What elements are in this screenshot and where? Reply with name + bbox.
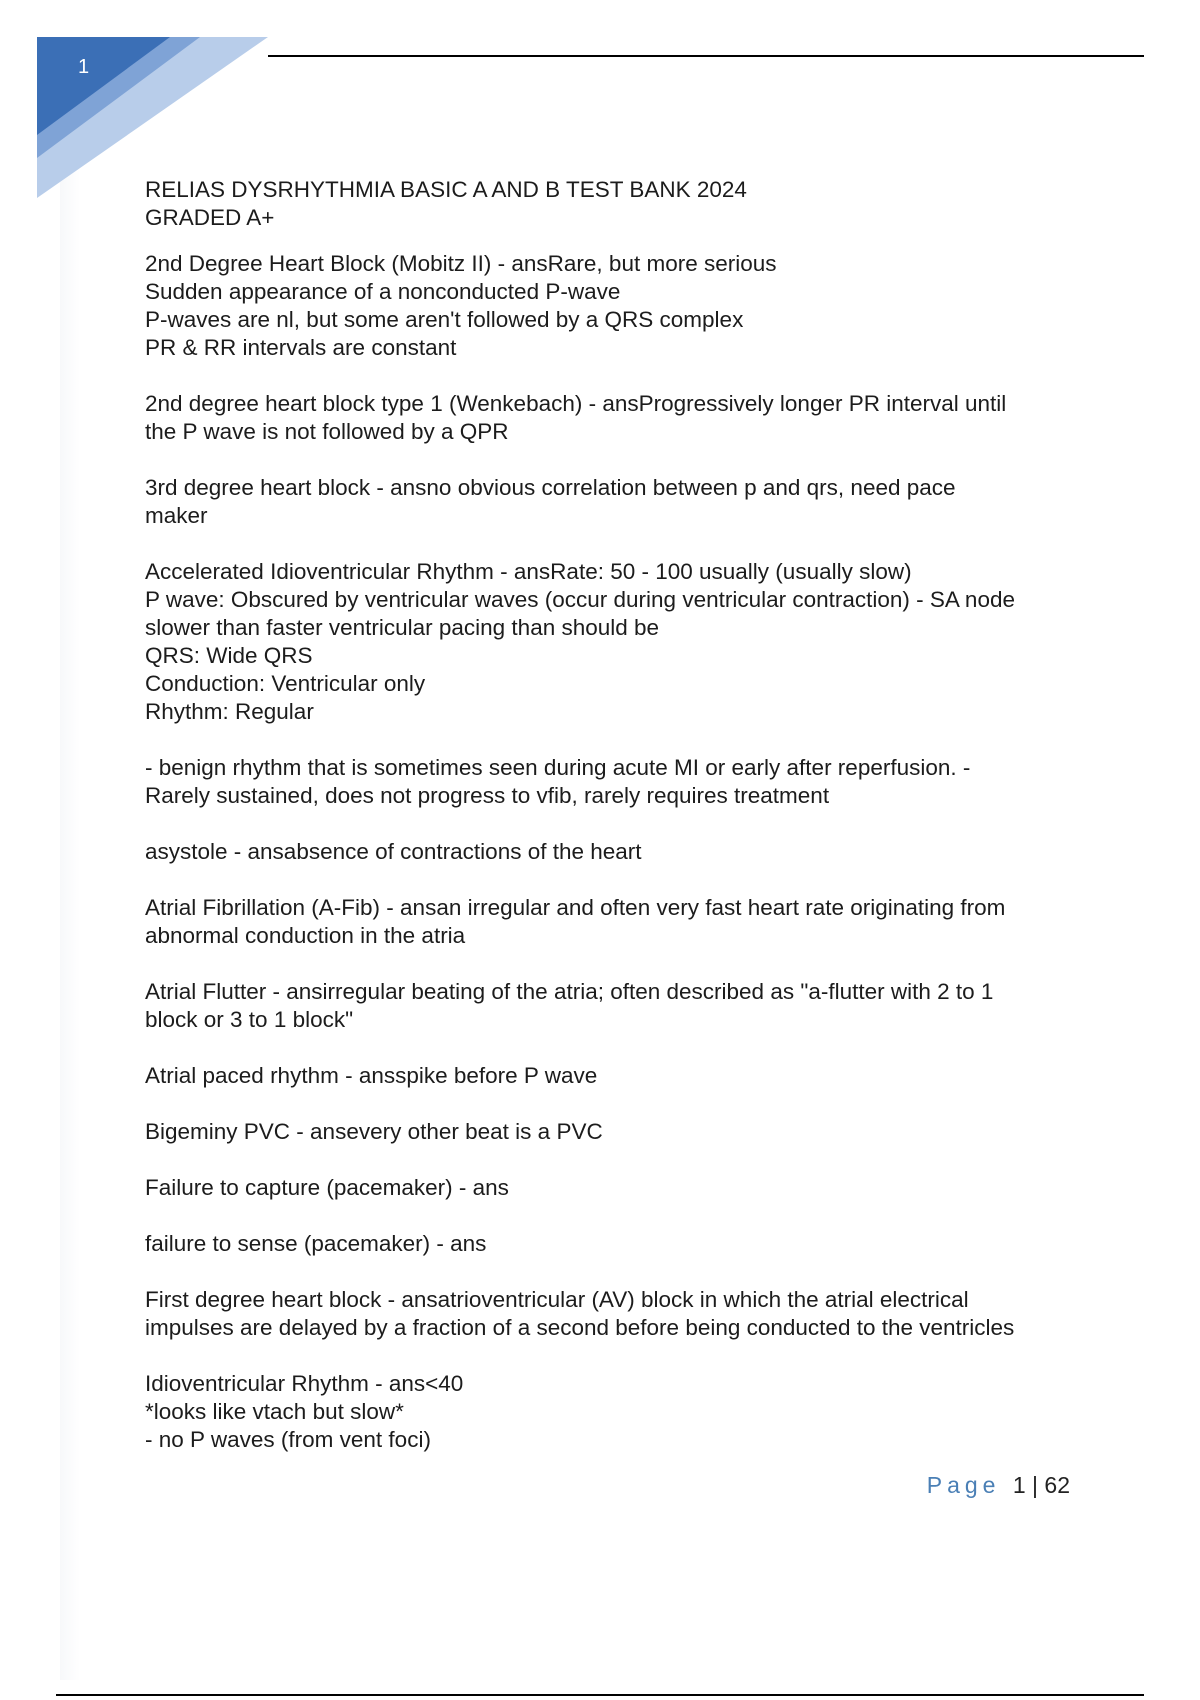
entry-line: Failure to capture (pacemaker) - ans xyxy=(145,1175,509,1200)
entry-line: Atrial Fibrillation (A-Fib) - ansan irregular and often very fast heart rate originating from xyxy=(145,895,1006,920)
entry-block xyxy=(145,1370,1095,1454)
entry-list xyxy=(145,250,1095,1454)
entry-line: Bigeminy PVC - ansevery other beat is a PVC xyxy=(145,1119,603,1144)
title-line-2: GRADED A+ xyxy=(145,205,275,230)
entry-line: asystole - ansabsence of contractions of the heart xyxy=(145,839,642,864)
entry-line: Rhythm: Regular xyxy=(145,699,314,724)
entry-line: Accelerated Idioventricular Rhythm - ansRate: 50 - 100 usually (usually slow) xyxy=(145,559,912,584)
entry-line: 2nd Degree Heart Block (Mobitz II) - ansRare, but more serious xyxy=(145,251,777,276)
entry-line: maker xyxy=(145,503,208,528)
entry-block xyxy=(145,978,1095,1034)
entry-line: the P wave is not followed by a QPR xyxy=(145,419,509,444)
entry-line: block or 3 to 1 block" xyxy=(145,1007,354,1032)
entry-line: impulses are delayed by a fraction of a second before being conducted to the ventricles xyxy=(145,1315,1015,1340)
entry-block xyxy=(145,558,1095,726)
entry-block xyxy=(145,390,1095,446)
page-margin-shade xyxy=(60,40,80,1680)
entry-line: QRS: Wide QRS xyxy=(145,643,313,668)
document-title xyxy=(145,176,1095,232)
entry-line: 2nd degree heart block type 1 (Wenkebach) - ansProgressively longer PR interval until xyxy=(145,391,1007,416)
footer-rule xyxy=(56,1694,1144,1696)
entry-line: Conduction: Ventricular only xyxy=(145,671,426,696)
footer-current-page: 1 xyxy=(1012,1472,1026,1498)
entry-block xyxy=(145,474,1095,530)
entry-line: abnormal conduction in the atria xyxy=(145,923,466,948)
entry-line: *looks like vtach but slow* xyxy=(145,1399,404,1424)
footer-total-pages: 62 xyxy=(1044,1472,1070,1498)
entry-line: - benign rhythm that is sometimes seen during acute MI or early after reperfusion. - xyxy=(145,755,971,780)
entry-line: 3rd degree heart block - ansno obvious correlation between p and qrs, need pace xyxy=(145,475,956,500)
document-body xyxy=(145,176,1095,1482)
entry-line: Rarely sustained, does not progress to vfib, rarely requires treatment xyxy=(145,783,830,808)
entry-line: PR & RR intervals are constant xyxy=(145,335,457,360)
entry-line: Idioventricular Rhythm - ans<40 xyxy=(145,1371,464,1396)
footer-separator: | xyxy=(1032,1472,1039,1498)
header-rule xyxy=(268,55,1144,57)
corner-page-number: 1 xyxy=(78,56,90,78)
entry-line: P-waves are nl, but some aren't followed by a QRS complex xyxy=(145,307,744,332)
entry-block xyxy=(145,1286,1095,1342)
entry-line: P wave: Obscured by ventricular waves (occur during ventricular contraction) - SA node xyxy=(145,587,1015,612)
entry-block xyxy=(145,894,1095,950)
entry-line: First degree heart block - ansatrioventricular (AV) block in which the atrial electrical xyxy=(145,1287,969,1312)
entry-block xyxy=(145,754,1095,810)
entry-block xyxy=(145,1230,1095,1258)
entry-line: Sudden appearance of a nonconducted P-wave xyxy=(145,279,621,304)
entry-line: failure to sense (pacemaker) - ans xyxy=(145,1231,487,1256)
entry-block xyxy=(145,1062,1095,1090)
entry-line: slower than faster ventricular pacing than should be xyxy=(145,615,660,640)
entry-line: Atrial paced rhythm - ansspike before P wave xyxy=(145,1063,598,1088)
page-footer xyxy=(927,1472,1070,1499)
footer-page-word: Page xyxy=(926,1472,1001,1498)
entry-block xyxy=(145,250,1095,362)
entry-block xyxy=(145,1118,1095,1146)
entry-line: Atrial Flutter - ansirregular beating of the atria; often described as "a-flutter with 2 to 1 xyxy=(145,979,994,1004)
title-line-1: RELIAS DYSRHYTHMIA BASIC A AND B TEST BANK 2024 xyxy=(145,177,747,202)
entry-block xyxy=(145,1174,1095,1202)
entry-line: - no P waves (from vent foci) xyxy=(145,1427,431,1452)
entry-block xyxy=(145,838,1095,866)
